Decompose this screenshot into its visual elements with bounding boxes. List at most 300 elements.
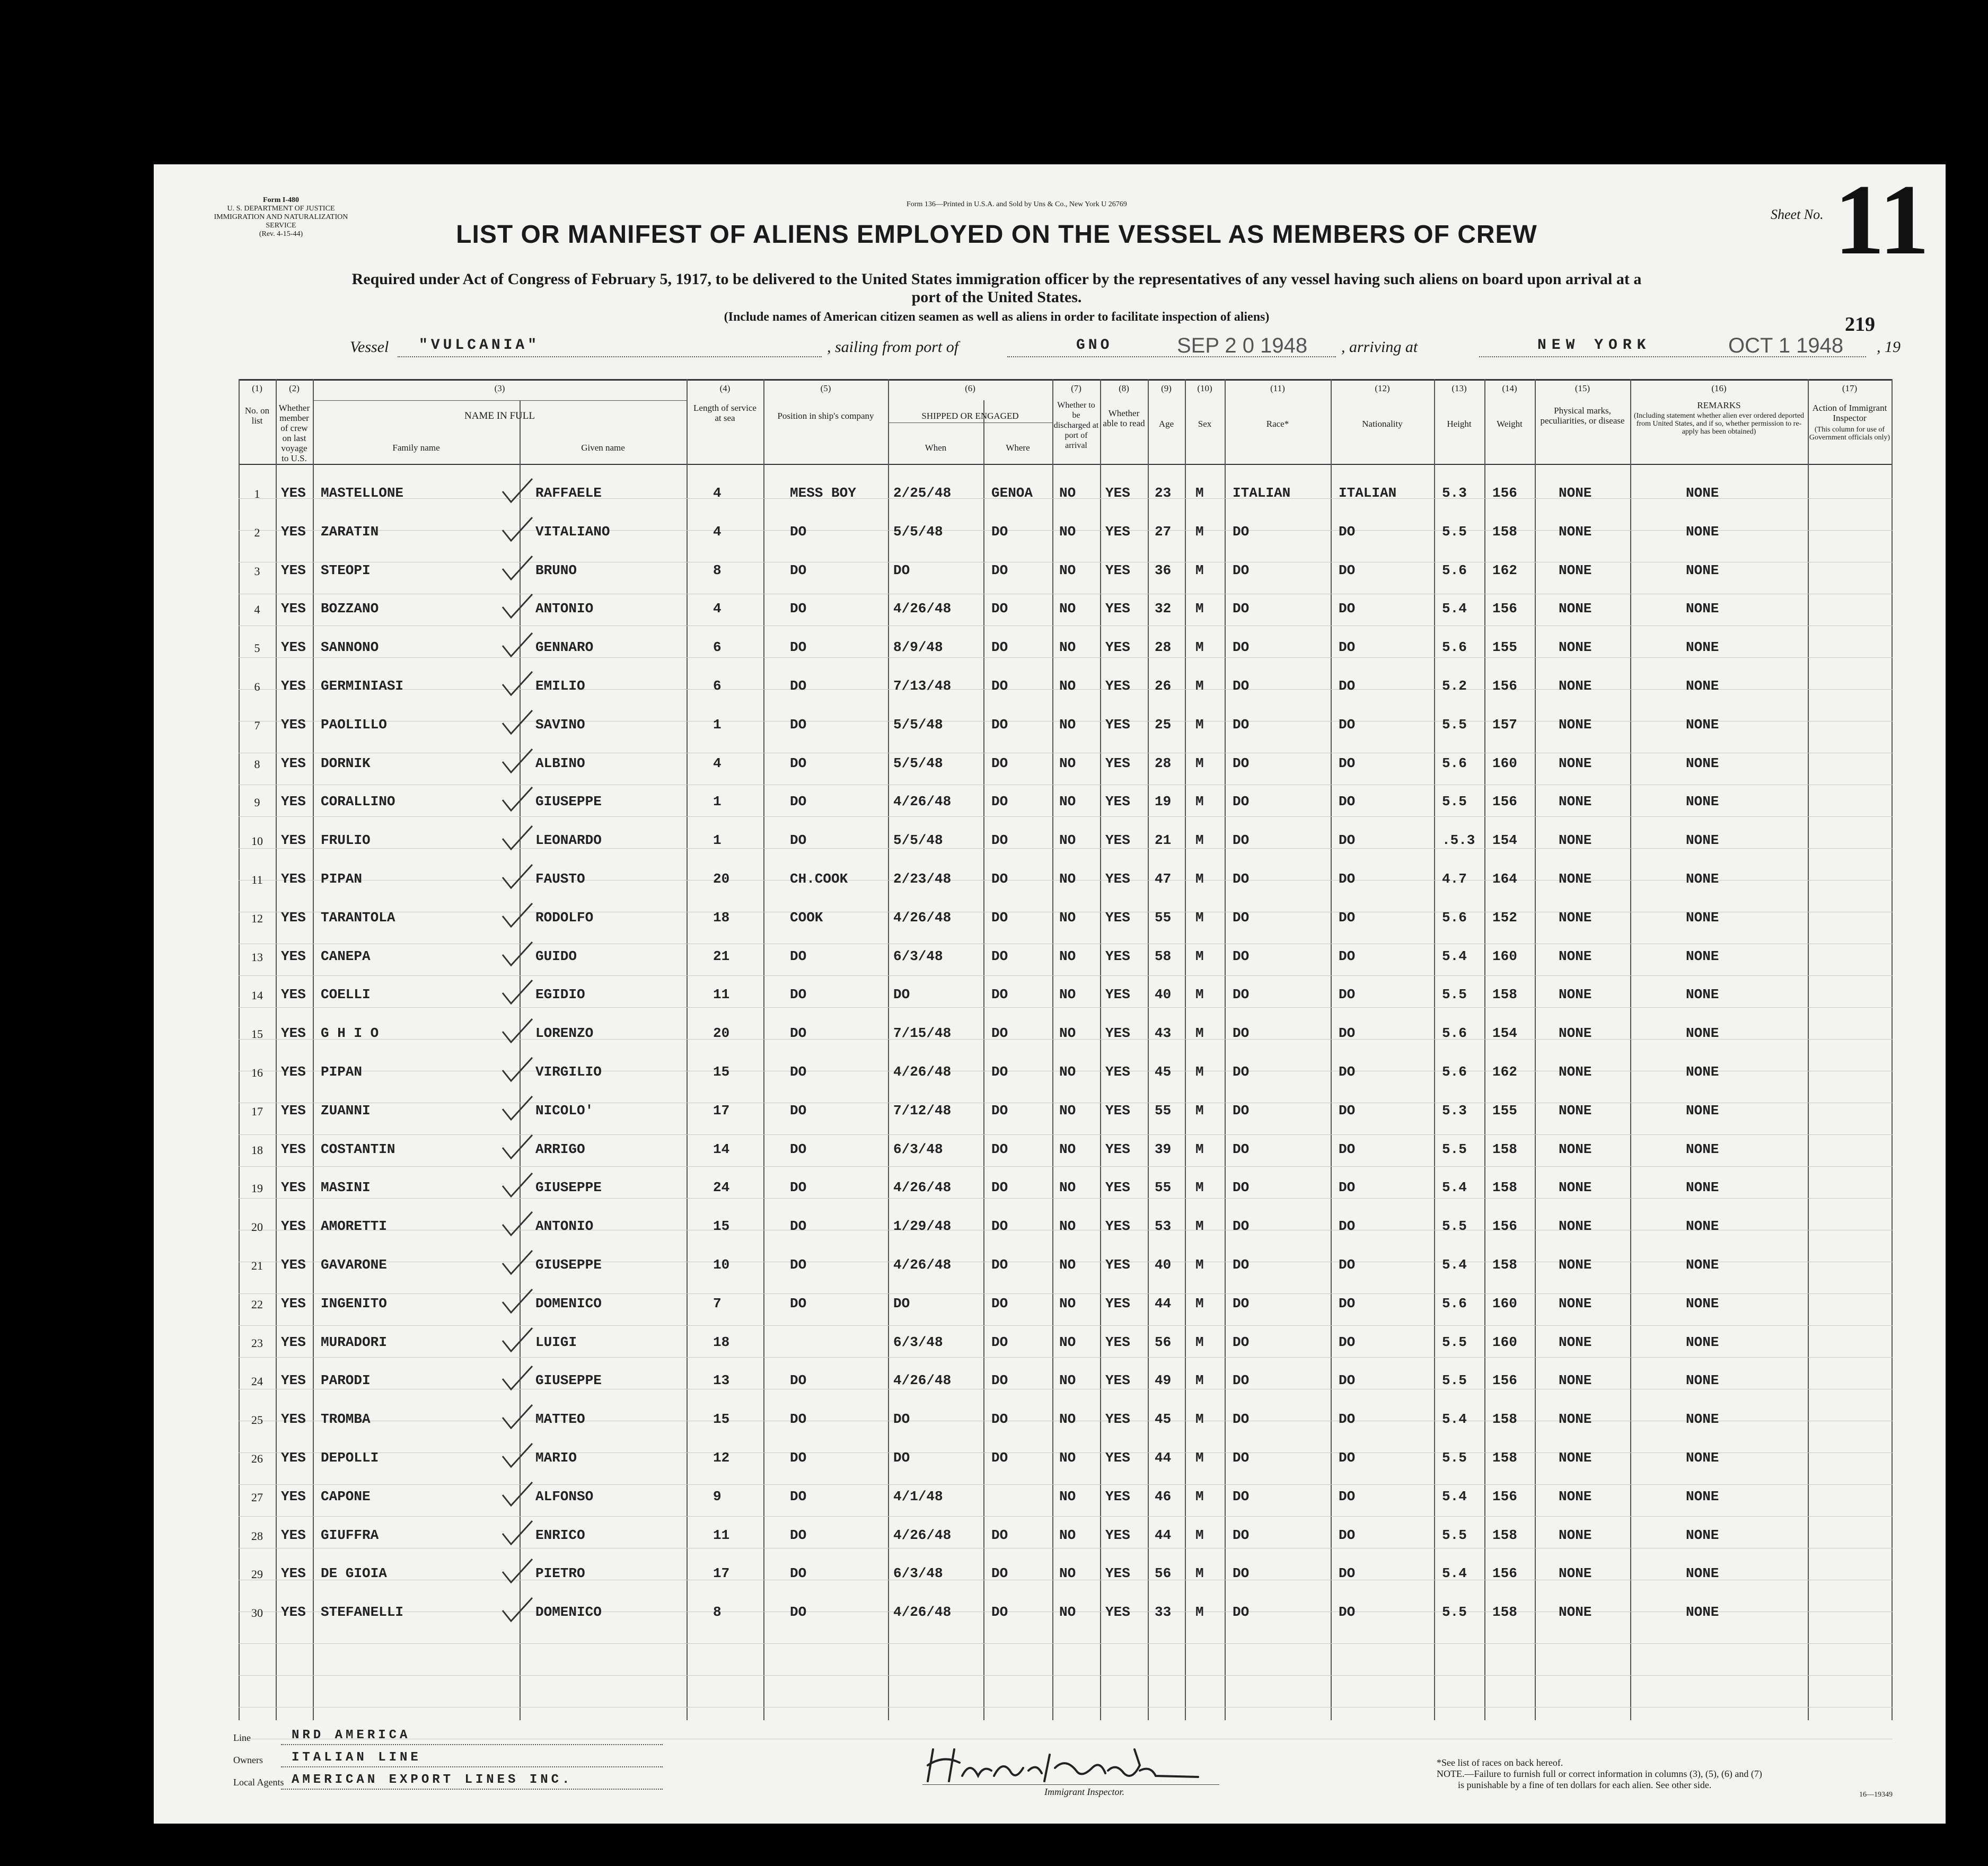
- cell-family-name: PIPAN: [321, 871, 363, 887]
- cell-no-on-list: 14: [251, 989, 263, 1002]
- cell-no-on-list: 28: [251, 1529, 263, 1543]
- cell-where: DO: [991, 1102, 1008, 1119]
- cell-physical-marks: NONE: [1559, 1450, 1592, 1466]
- cell-nationality: DO: [1339, 832, 1356, 849]
- header-last-voyage: Whether member of crew on last voyage to U.S.: [278, 403, 310, 463]
- cell-sex: M: [1195, 1102, 1204, 1119]
- check-mark-icon: [498, 1440, 535, 1472]
- cell-no-on-list: 30: [251, 1606, 263, 1620]
- cell-length-of-service: 10: [713, 1257, 730, 1273]
- cell-family-name: GAVARONE: [321, 1257, 387, 1273]
- cell-last-voyage: YES: [281, 909, 306, 926]
- cell-last-voyage: YES: [281, 1565, 306, 1582]
- cell-weight: 156: [1492, 1218, 1517, 1235]
- header-physical-marks: Physical marks, peculiarities, or disease: [1540, 406, 1625, 426]
- cell-remarks: NONE: [1686, 1257, 1719, 1273]
- cell-able-to-read: YES: [1105, 1064, 1130, 1080]
- cell-where: DO: [991, 1411, 1008, 1428]
- cell-physical-marks: NONE: [1559, 1604, 1592, 1621]
- cell-sex: M: [1195, 1527, 1204, 1543]
- cell-when: 1/29/48: [893, 1218, 952, 1235]
- cell-nationality: DO: [1339, 523, 1356, 540]
- owners-underline: [281, 1766, 663, 1767]
- cell-able-to-read: YES: [1105, 1295, 1130, 1312]
- cell-remarks: NONE: [1686, 1295, 1719, 1312]
- cell-family-name: COSTANTIN: [321, 1141, 395, 1157]
- check-mark-icon: [498, 630, 535, 662]
- cell-age: 45: [1155, 1411, 1172, 1428]
- cell-discharged: NO: [1059, 1565, 1076, 1582]
- cell-able-to-read: YES: [1105, 871, 1130, 887]
- col-rule: [1630, 379, 1631, 1720]
- cell-where: DO: [991, 1334, 1008, 1350]
- cell-height: 5.5: [1442, 1334, 1467, 1350]
- cell-when: 7/15/48: [893, 1025, 952, 1042]
- header-num: (7): [1071, 383, 1081, 393]
- cell-no-on-list: 6: [254, 680, 260, 693]
- cell-sex: M: [1195, 1450, 1204, 1466]
- cell-given-name: RAFFAELE: [535, 485, 602, 501]
- cell-nationality: DO: [1339, 562, 1356, 578]
- check-mark-icon: [498, 861, 535, 893]
- cell-last-voyage: YES: [281, 1334, 306, 1350]
- header-inspector-note: (This column for use of Government officials only): [1809, 426, 1890, 442]
- form-number: Form I-480: [262, 196, 300, 204]
- cell-where: DO: [991, 794, 1008, 810]
- cell-when: 5/5/48: [893, 832, 943, 849]
- cell-height: 4.7: [1442, 871, 1467, 887]
- cell-position: DO: [790, 1450, 807, 1466]
- cell-weight: 156: [1492, 1372, 1517, 1389]
- penalty-note: NOTE.—Failure to furnish full or correct information in columns (3), (5), (6) and (7): [1437, 1768, 1762, 1779]
- penalty-note-cont: is punishable by a fine of ten dollars for each alien. See other side.: [1458, 1780, 1712, 1790]
- cell-family-name: CAPONE: [321, 1488, 371, 1504]
- col-rule: [276, 379, 277, 1720]
- cell-given-name: ANTONIO: [535, 601, 594, 617]
- cell-discharged: NO: [1059, 1102, 1076, 1119]
- cell-given-name: VITALIANO: [535, 523, 610, 540]
- cell-when: 4/26/48: [893, 1527, 952, 1543]
- cell-when: 8/9/48: [893, 639, 943, 656]
- cell-age: 45: [1155, 1064, 1172, 1080]
- cell-length-of-service: 17: [713, 1565, 730, 1582]
- inspector-label: Immigrant Inspector.: [1044, 1786, 1124, 1797]
- cell-remarks: NONE: [1686, 1450, 1719, 1466]
- cell-race: DO: [1233, 871, 1250, 887]
- cell-position: DO: [790, 794, 807, 810]
- cell-length-of-service: 7: [713, 1295, 722, 1312]
- cell-weight: 160: [1492, 1334, 1517, 1350]
- cell-remarks: NONE: [1686, 1141, 1719, 1157]
- revision: (Rev. 4-15-44): [259, 230, 303, 238]
- cell-race: DO: [1233, 1295, 1250, 1312]
- cell-family-name: DE GIOIA: [321, 1565, 387, 1582]
- cell-height: 5.5: [1442, 1218, 1467, 1235]
- cell-weight: 158: [1492, 1141, 1517, 1157]
- cell-discharged: NO: [1059, 678, 1076, 694]
- owners-value: ITALIAN LINE: [292, 1750, 421, 1765]
- cell-family-name: FRULIO: [321, 832, 371, 849]
- cell-height: 5.5: [1442, 794, 1467, 810]
- cell-given-name: LUIGI: [535, 1334, 577, 1350]
- cell-weight: 160: [1492, 755, 1517, 771]
- cell-able-to-read: YES: [1105, 1025, 1130, 1042]
- cell-able-to-read: YES: [1105, 1527, 1130, 1543]
- cell-family-name: CORALLINO: [321, 794, 395, 810]
- cell-sex: M: [1195, 1372, 1204, 1389]
- col-rule: [1185, 379, 1186, 1720]
- cell-family-name: TARANTOLA: [321, 909, 395, 926]
- header-inspector-action: Action of Immigrant Inspector: [1812, 403, 1887, 423]
- cell-nationality: DO: [1339, 601, 1356, 617]
- cell-sex: M: [1195, 601, 1204, 617]
- cell-when: 4/26/48: [893, 601, 952, 617]
- cell-last-voyage: YES: [281, 1257, 306, 1273]
- cell-physical-marks: NONE: [1559, 485, 1592, 501]
- cell-given-name: LEONARDO: [535, 832, 602, 849]
- cell-race: DO: [1233, 562, 1250, 578]
- header-num: (3): [494, 383, 505, 393]
- header-discharged: Whether to be discharged at port of arrival: [1053, 401, 1099, 450]
- cell-age: 55: [1155, 909, 1172, 926]
- cell-given-name: GIUSEPPE: [535, 1180, 602, 1196]
- row-rule: [239, 1293, 1893, 1294]
- cell-remarks: NONE: [1686, 562, 1719, 578]
- cell-age: 40: [1155, 1257, 1172, 1273]
- cell-physical-marks: NONE: [1559, 871, 1592, 887]
- cell-height: .5.3: [1442, 832, 1475, 849]
- cell-when: 6/3/48: [893, 948, 943, 964]
- cell-able-to-read: YES: [1105, 1488, 1130, 1504]
- cell-age: 32: [1155, 601, 1172, 617]
- cell-given-name: SAVINO: [535, 716, 585, 733]
- check-mark-icon: [498, 1363, 535, 1395]
- cell-given-name: BRUNO: [535, 562, 577, 578]
- cell-sex: M: [1195, 562, 1204, 578]
- cell-height: 5.6: [1442, 1025, 1467, 1042]
- cell-last-voyage: YES: [281, 987, 306, 1003]
- cell-when: 6/3/48: [893, 1565, 943, 1582]
- cell-family-name: CANEPA: [321, 948, 371, 964]
- cell-nationality: DO: [1339, 987, 1356, 1003]
- sailing-label: , sailing from port of: [827, 338, 959, 356]
- cell-race: DO: [1233, 1334, 1250, 1350]
- line-value: NRD AMERICA: [292, 1728, 411, 1742]
- cell-given-name: RODOLFO: [535, 909, 594, 926]
- cell-family-name: COELLI: [321, 987, 371, 1003]
- cell-length-of-service: 11: [713, 987, 730, 1003]
- cell-nationality: DO: [1339, 1527, 1356, 1543]
- cell-family-name: ZARATIN: [321, 523, 379, 540]
- cell-height: 5.6: [1442, 909, 1467, 926]
- cell-age: 44: [1155, 1527, 1172, 1543]
- cell-height: 5.5: [1442, 1450, 1467, 1466]
- cell-physical-marks: NONE: [1559, 1372, 1592, 1389]
- cell-last-voyage: YES: [281, 1025, 306, 1042]
- cell-nationality: DO: [1339, 1180, 1356, 1196]
- inspector-signature: [922, 1739, 1219, 1786]
- cell-family-name: PIPAN: [321, 1064, 363, 1080]
- cell-when: 5/5/48: [893, 755, 943, 771]
- cell-sex: M: [1195, 716, 1204, 733]
- cell-remarks: NONE: [1686, 1064, 1719, 1080]
- cell-age: 44: [1155, 1450, 1172, 1466]
- cell-sex: M: [1195, 1604, 1204, 1621]
- cell-nationality: DO: [1339, 909, 1356, 926]
- cell-discharged: NO: [1059, 1180, 1076, 1196]
- cell-sex: M: [1195, 639, 1204, 656]
- cell-position: DO: [790, 755, 807, 771]
- cell-sex: M: [1195, 1565, 1204, 1582]
- cell-able-to-read: YES: [1105, 601, 1130, 617]
- cell-remarks: NONE: [1686, 948, 1719, 964]
- cell-race: ITALIAN: [1233, 485, 1291, 501]
- cell-nationality: DO: [1339, 716, 1356, 733]
- cell-when: DO: [893, 1450, 910, 1466]
- cell-age: 47: [1155, 871, 1172, 887]
- cell-sex: M: [1195, 755, 1204, 771]
- cell-physical-marks: NONE: [1559, 1295, 1592, 1312]
- check-mark-icon: [498, 514, 535, 546]
- cell-no-on-list: 22: [251, 1297, 263, 1311]
- cell-length-of-service: 21: [713, 948, 730, 964]
- cell-family-name: MURADORI: [321, 1334, 387, 1350]
- cell-when: 6/3/48: [893, 1334, 943, 1350]
- cell-last-voyage: YES: [281, 601, 306, 617]
- vessel-name: "VULCANIA": [419, 337, 540, 354]
- row-rule: [239, 1007, 1893, 1008]
- cell-sex: M: [1195, 1488, 1204, 1504]
- cell-weight: 158: [1492, 1450, 1517, 1466]
- cell-height: 5.5: [1442, 1604, 1467, 1621]
- cell-physical-marks: NONE: [1559, 716, 1592, 733]
- cell-where: DO: [991, 1064, 1008, 1080]
- cell-family-name: INGENITO: [321, 1295, 387, 1312]
- row-rule: [239, 1357, 1893, 1358]
- cell-sex: M: [1195, 523, 1204, 540]
- row-rule: [239, 816, 1893, 817]
- cell-given-name: MATTEO: [535, 1411, 585, 1428]
- cell-where: DO: [991, 948, 1008, 964]
- cell-discharged: NO: [1059, 871, 1076, 887]
- cell-nationality: DO: [1339, 948, 1356, 964]
- cell-where: DO: [991, 987, 1008, 1003]
- cell-position: DO: [790, 1064, 807, 1080]
- cell-able-to-read: YES: [1105, 1565, 1130, 1582]
- cell-remarks: NONE: [1686, 987, 1719, 1003]
- cell-no-on-list: 10: [251, 834, 263, 848]
- cell-family-name: BOZZANO: [321, 601, 379, 617]
- cell-height: 5.3: [1442, 1102, 1467, 1119]
- agents-label: Local Agents: [233, 1777, 284, 1788]
- cell-sex: M: [1195, 1334, 1204, 1350]
- cell-discharged: NO: [1059, 1488, 1076, 1504]
- cell-family-name: AMORETTI: [321, 1218, 387, 1235]
- cell-physical-marks: NONE: [1559, 1527, 1592, 1543]
- cell-given-name: EMILIO: [535, 678, 585, 694]
- cell-position: DO: [790, 1180, 807, 1196]
- cell-physical-marks: NONE: [1559, 523, 1592, 540]
- col-rule: [1892, 379, 1893, 1720]
- cell-no-on-list: 7: [254, 718, 260, 732]
- cell-sex: M: [1195, 1141, 1204, 1157]
- cell-physical-marks: NONE: [1559, 948, 1592, 964]
- cell-length-of-service: 1: [713, 832, 722, 849]
- cell-race: DO: [1233, 1450, 1250, 1466]
- agents-value: AMERICAN EXPORT LINES INC.: [292, 1773, 573, 1787]
- cell-age: 40: [1155, 987, 1172, 1003]
- cell-remarks: NONE: [1686, 1411, 1719, 1428]
- cell-race: DO: [1233, 1218, 1250, 1235]
- header-weight: Weight: [1497, 419, 1523, 429]
- check-mark-icon: [498, 1402, 535, 1433]
- cell-length-of-service: 1: [713, 716, 722, 733]
- cell-given-name: DOMENICO: [535, 1295, 602, 1312]
- cell-length-of-service: 17: [713, 1102, 730, 1119]
- cell-length-of-service: 20: [713, 1025, 730, 1042]
- cell-age: 23: [1155, 485, 1172, 501]
- cell-position: DO: [790, 1025, 807, 1042]
- cell-physical-marks: NONE: [1559, 1141, 1592, 1157]
- cell-when: 4/26/48: [893, 794, 952, 810]
- cell-last-voyage: YES: [281, 1102, 306, 1119]
- cell-physical-marks: NONE: [1559, 1488, 1592, 1504]
- cell-when: 4/26/48: [893, 909, 952, 926]
- cell-discharged: NO: [1059, 1295, 1076, 1312]
- cell-when: 7/12/48: [893, 1102, 952, 1119]
- cell-remarks: NONE: [1686, 1372, 1719, 1389]
- printer-line: Form 136—Printed in U.S.A. and Sold by Uns & Co., New York U 26769: [907, 200, 1127, 208]
- col-rule: [1808, 379, 1809, 1720]
- cell-length-of-service: 4: [713, 523, 722, 540]
- cell-no-on-list: 21: [251, 1259, 263, 1272]
- cell-family-name: G H I O: [321, 1025, 379, 1042]
- cell-given-name: ANTONIO: [535, 1218, 594, 1235]
- subtitle-act: Required under Act of Congress of February 5, 1917, to be delivered to the United States immigration officer by the representatives of any vessel having such aliens on board upon arrival at a: [351, 270, 1642, 288]
- cell-position: MESS BOY: [790, 485, 856, 501]
- cell-family-name: PARODI: [321, 1372, 371, 1389]
- cell-given-name: GIUSEPPE: [535, 1257, 602, 1273]
- cell-physical-marks: NONE: [1559, 909, 1592, 926]
- cell-position: DO: [790, 987, 807, 1003]
- row-rule: [239, 1643, 1893, 1644]
- cell-race: DO: [1233, 523, 1250, 540]
- header-num: (10): [1197, 383, 1212, 393]
- cell-position: DO: [790, 1257, 807, 1273]
- cell-weight: 154: [1492, 832, 1517, 849]
- cell-able-to-read: YES: [1105, 755, 1130, 771]
- cell-height: 5.6: [1442, 562, 1467, 578]
- cell-length-of-service: 20: [713, 871, 730, 887]
- cell-where: DO: [991, 1141, 1008, 1157]
- cell-age: 36: [1155, 562, 1172, 578]
- cell-weight: 155: [1492, 1102, 1517, 1119]
- cell-age: 44: [1155, 1295, 1172, 1312]
- cell-where: DO: [991, 755, 1008, 771]
- cell-sex: M: [1195, 1025, 1204, 1042]
- cell-able-to-read: YES: [1105, 485, 1130, 501]
- cell-last-voyage: YES: [281, 755, 306, 771]
- cell-able-to-read: YES: [1105, 523, 1130, 540]
- cell-nationality: DO: [1339, 1102, 1356, 1119]
- cell-height: 5.5: [1442, 1527, 1467, 1543]
- cell-length-of-service: 24: [713, 1180, 730, 1196]
- cell-race: DO: [1233, 755, 1250, 771]
- cell-last-voyage: YES: [281, 794, 306, 810]
- cell-given-name: EGIDIO: [535, 987, 585, 1003]
- cell-remarks: NONE: [1686, 871, 1719, 887]
- cell-no-on-list: 23: [251, 1336, 263, 1350]
- cell-last-voyage: YES: [281, 562, 306, 578]
- check-mark-icon: [498, 476, 535, 507]
- cell-physical-marks: NONE: [1559, 1257, 1592, 1273]
- cell-physical-marks: NONE: [1559, 1025, 1592, 1042]
- cell-physical-marks: NONE: [1559, 601, 1592, 617]
- cell-family-name: SANNONO: [321, 639, 379, 656]
- check-mark-icon: [498, 1325, 535, 1357]
- header-num: (14): [1502, 383, 1517, 393]
- cell-physical-marks: NONE: [1559, 1180, 1592, 1196]
- cell-weight: 158: [1492, 1180, 1517, 1196]
- header-when: When: [925, 443, 947, 453]
- cell-weight: 162: [1492, 1064, 1517, 1080]
- line-underline: [281, 1744, 663, 1745]
- cell-discharged: NO: [1059, 601, 1076, 617]
- cell-no-on-list: 20: [251, 1220, 263, 1234]
- cell-last-voyage: YES: [281, 1450, 306, 1466]
- cell-age: 33: [1155, 1604, 1172, 1621]
- cell-family-name: MASINI: [321, 1180, 371, 1196]
- cell-no-on-list: 16: [251, 1066, 263, 1079]
- cell-physical-marks: NONE: [1559, 1565, 1592, 1582]
- cell-age: 56: [1155, 1565, 1172, 1582]
- cell-age: 46: [1155, 1488, 1172, 1504]
- year-label: , 19: [1877, 338, 1901, 356]
- cell-weight: 156: [1492, 1488, 1517, 1504]
- header-num: (12): [1375, 383, 1390, 393]
- sheet-label: Sheet No.: [1771, 207, 1824, 222]
- cell-position: DO: [790, 1372, 807, 1389]
- cell-remarks: NONE: [1686, 678, 1719, 694]
- cell-where: DO: [991, 716, 1008, 733]
- check-mark-icon: [498, 707, 535, 739]
- cell-weight: 158: [1492, 987, 1517, 1003]
- cell-remarks: NONE: [1686, 1604, 1719, 1621]
- cell-nationality: DO: [1339, 871, 1356, 887]
- cell-nationality: DO: [1339, 1565, 1356, 1582]
- cell-remarks: NONE: [1686, 1180, 1719, 1196]
- cell-nationality: DO: [1339, 1411, 1356, 1428]
- cell-length-of-service: 4: [713, 485, 722, 501]
- cell-height: 5.5: [1442, 987, 1467, 1003]
- cell-discharged: NO: [1059, 909, 1076, 926]
- header-num: (16): [1711, 383, 1727, 393]
- check-mark-icon: [498, 1556, 535, 1588]
- cell-height: 5.4: [1442, 1411, 1467, 1428]
- cell-race: DO: [1233, 1102, 1250, 1119]
- header-num: (8): [1119, 383, 1129, 393]
- row-rule: [239, 1516, 1893, 1517]
- cell-race: DO: [1233, 1025, 1250, 1042]
- cell-last-voyage: YES: [281, 485, 306, 501]
- cell-discharged: NO: [1059, 1334, 1076, 1350]
- cell-where: DO: [991, 1295, 1008, 1312]
- agents-underline: [281, 1789, 663, 1790]
- cell-able-to-read: YES: [1105, 1450, 1130, 1466]
- cell-position: DO: [790, 562, 807, 578]
- row-rule: [239, 1484, 1893, 1485]
- check-mark-icon: [498, 1054, 535, 1086]
